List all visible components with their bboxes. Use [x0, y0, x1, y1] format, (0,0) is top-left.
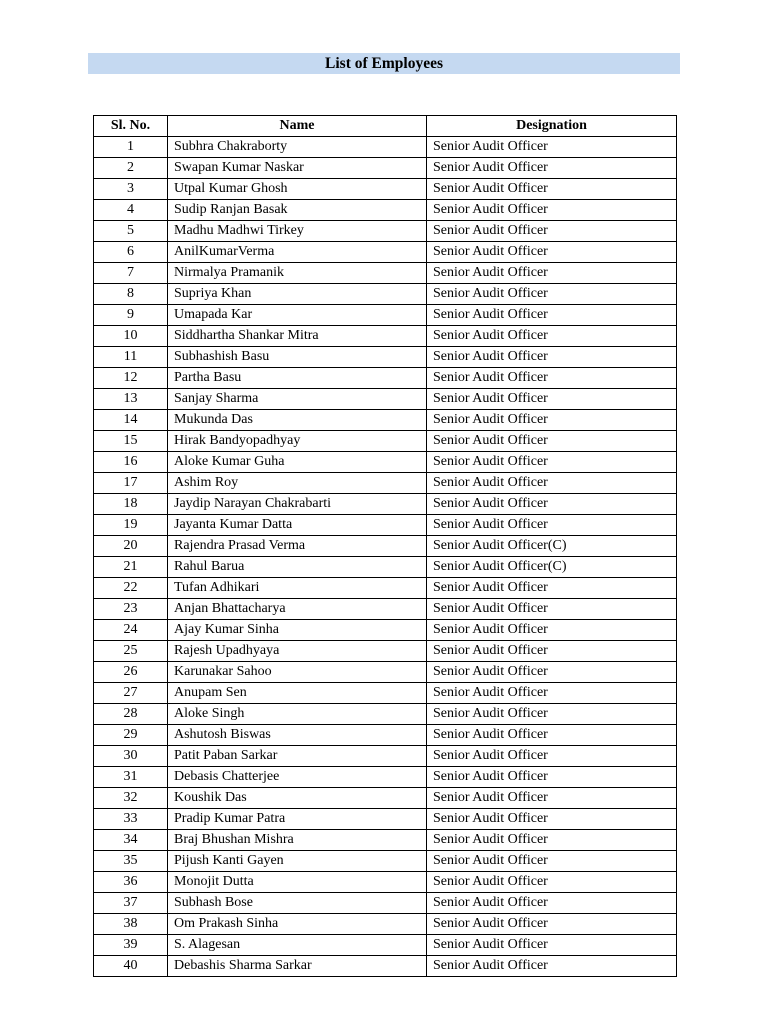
table-row: [94, 746, 677, 767]
row-sl-no: 25: [94, 641, 168, 662]
row-sl-no: 20: [94, 536, 168, 557]
row-designation: Senior Audit Officer: [427, 515, 677, 536]
row-sl-no: 16: [94, 452, 168, 473]
table-row: [94, 473, 677, 494]
row-designation: Senior Audit Officer: [427, 284, 677, 305]
table-row: [94, 725, 677, 746]
table-row: [94, 935, 677, 956]
row-sl-no: 30: [94, 746, 168, 767]
row-designation: Senior Audit Officer: [427, 935, 677, 956]
row-sl-no: 19: [94, 515, 168, 536]
row-sl-no: 21: [94, 557, 168, 578]
table-row: [94, 914, 677, 935]
row-designation: Senior Audit Officer: [427, 578, 677, 599]
table-row: [94, 641, 677, 662]
row-designation: Senior Audit Officer: [427, 431, 677, 452]
row-sl-no: 23: [94, 599, 168, 620]
table-row: [94, 221, 677, 242]
row-sl-no: 10: [94, 326, 168, 347]
row-name: Supriya Khan: [168, 284, 427, 305]
table-header-row: [94, 116, 677, 137]
table-row: [94, 347, 677, 368]
header-designation: Designation: [427, 116, 677, 137]
row-designation: Senior Audit Officer: [427, 368, 677, 389]
row-designation: Senior Audit Officer: [427, 788, 677, 809]
table-row: [94, 830, 677, 851]
table-row: [94, 158, 677, 179]
row-sl-no: 22: [94, 578, 168, 599]
row-name: Sanjay Sharma: [168, 389, 427, 410]
row-name: Karunakar Sahoo: [168, 662, 427, 683]
table-row: [94, 305, 677, 326]
table-row: [94, 452, 677, 473]
row-sl-no: 5: [94, 221, 168, 242]
row-designation: Senior Audit Officer: [427, 767, 677, 788]
row-name: Om Prakash Sinha: [168, 914, 427, 935]
table-row: [94, 263, 677, 284]
row-designation: Senior Audit Officer: [427, 599, 677, 620]
row-designation: Senior Audit Officer: [427, 473, 677, 494]
row-sl-no: 11: [94, 347, 168, 368]
row-designation: Senior Audit Officer: [427, 956, 677, 977]
row-sl-no: 7: [94, 263, 168, 284]
row-sl-no: 24: [94, 620, 168, 641]
row-designation: Senior Audit Officer: [427, 725, 677, 746]
table-row: [94, 578, 677, 599]
row-sl-no: 3: [94, 179, 168, 200]
row-name: Rajendra Prasad Verma: [168, 536, 427, 557]
table-row: [94, 557, 677, 578]
row-sl-no: 13: [94, 389, 168, 410]
row-name: Hirak Bandyopadhyay: [168, 431, 427, 452]
row-designation: Senior Audit Officer: [427, 704, 677, 725]
table-row: [94, 494, 677, 515]
table-row: [94, 179, 677, 200]
header-name: Name: [168, 116, 427, 137]
row-name: Jaydip Narayan Chakrabarti: [168, 494, 427, 515]
table-row: [94, 599, 677, 620]
row-designation: Senior Audit Officer: [427, 851, 677, 872]
row-name: Nirmalya Pramanik: [168, 263, 427, 284]
row-name: Rajesh Upadhyaya: [168, 641, 427, 662]
table-row: [94, 410, 677, 431]
row-sl-no: 17: [94, 473, 168, 494]
row-name: Sudip Ranjan Basak: [168, 200, 427, 221]
row-designation: Senior Audit Officer: [427, 263, 677, 284]
row-name: Ashutosh Biswas: [168, 725, 427, 746]
row-name: Anjan Bhattacharya: [168, 599, 427, 620]
row-name: Braj Bhushan Mishra: [168, 830, 427, 851]
row-designation: Senior Audit Officer: [427, 641, 677, 662]
document-title: List of Employees: [88, 53, 680, 74]
row-designation: Senior Audit Officer: [427, 893, 677, 914]
row-sl-no: 39: [94, 935, 168, 956]
row-name: Patit Paban Sarkar: [168, 746, 427, 767]
row-name: Debasis Chatterjee: [168, 767, 427, 788]
row-name: Aloke Singh: [168, 704, 427, 725]
table-row: [94, 137, 677, 158]
row-sl-no: 1: [94, 137, 168, 158]
row-name: Jayanta Kumar Datta: [168, 515, 427, 536]
header-sl-no: Sl. No.: [94, 116, 168, 137]
row-designation: Senior Audit Officer: [427, 389, 677, 410]
row-name: Siddhartha Shankar Mitra: [168, 326, 427, 347]
row-sl-no: 32: [94, 788, 168, 809]
table-row: [94, 956, 677, 977]
row-sl-no: 36: [94, 872, 168, 893]
row-name: Monojit Dutta: [168, 872, 427, 893]
row-name: Mukunda Das: [168, 410, 427, 431]
row-designation: Senior Audit Officer(C): [427, 557, 677, 578]
table-row: [94, 620, 677, 641]
row-name: Anupam Sen: [168, 683, 427, 704]
row-sl-no: 33: [94, 809, 168, 830]
row-sl-no: 34: [94, 830, 168, 851]
row-sl-no: 31: [94, 767, 168, 788]
row-designation: Senior Audit Officer: [427, 872, 677, 893]
row-name: Tufan Adhikari: [168, 578, 427, 599]
row-name: Pradip Kumar Patra: [168, 809, 427, 830]
row-sl-no: 35: [94, 851, 168, 872]
row-designation: Senior Audit Officer: [427, 620, 677, 641]
row-name: Ajay Kumar Sinha: [168, 620, 427, 641]
row-name: AnilKumarVerma: [168, 242, 427, 263]
row-name: Swapan Kumar Naskar: [168, 158, 427, 179]
row-sl-no: 9: [94, 305, 168, 326]
row-name: Ashim Roy: [168, 473, 427, 494]
employee-table-body: [94, 137, 677, 977]
row-designation: Senior Audit Officer: [427, 746, 677, 767]
row-sl-no: 15: [94, 431, 168, 452]
table-row: [94, 515, 677, 536]
row-sl-no: 37: [94, 893, 168, 914]
row-designation: Senior Audit Officer: [427, 305, 677, 326]
table-row: [94, 536, 677, 557]
table-row: [94, 683, 677, 704]
row-designation: Senior Audit Officer: [427, 137, 677, 158]
table-row: [94, 788, 677, 809]
row-sl-no: 28: [94, 704, 168, 725]
row-name: Partha Basu: [168, 368, 427, 389]
table-row: [94, 431, 677, 452]
row-name: Debashis Sharma Sarkar: [168, 956, 427, 977]
row-name: Utpal Kumar Ghosh: [168, 179, 427, 200]
row-designation: Senior Audit Officer: [427, 662, 677, 683]
row-sl-no: 38: [94, 914, 168, 935]
table-row: [94, 767, 677, 788]
row-designation: Senior Audit Officer: [427, 914, 677, 935]
row-sl-no: 14: [94, 410, 168, 431]
row-designation: Senior Audit Officer: [427, 410, 677, 431]
row-name: Subhashish Basu: [168, 347, 427, 368]
table-row: [94, 893, 677, 914]
row-name: Aloke Kumar Guha: [168, 452, 427, 473]
table-row: [94, 389, 677, 410]
row-name: Umapada Kar: [168, 305, 427, 326]
row-sl-no: 29: [94, 725, 168, 746]
row-sl-no: 27: [94, 683, 168, 704]
table-row: [94, 242, 677, 263]
row-designation: Senior Audit Officer: [427, 200, 677, 221]
row-designation: Senior Audit Officer: [427, 242, 677, 263]
row-designation: Senior Audit Officer: [427, 158, 677, 179]
row-designation: Senior Audit Officer: [427, 494, 677, 515]
table-row: [94, 326, 677, 347]
row-name: Rahul Barua: [168, 557, 427, 578]
row-sl-no: 12: [94, 368, 168, 389]
row-sl-no: 2: [94, 158, 168, 179]
row-designation: Senior Audit Officer: [427, 809, 677, 830]
table-row: [94, 662, 677, 683]
table-row: [94, 368, 677, 389]
row-name: Madhu Madhwi Tirkey: [168, 221, 427, 242]
table-row: [94, 851, 677, 872]
row-name: Koushik Das: [168, 788, 427, 809]
row-name: Subhash Bose: [168, 893, 427, 914]
row-sl-no: 8: [94, 284, 168, 305]
row-sl-no: 26: [94, 662, 168, 683]
row-name: S. Alagesan: [168, 935, 427, 956]
row-sl-no: 4: [94, 200, 168, 221]
row-name: Subhra Chakraborty: [168, 137, 427, 158]
table-row: [94, 200, 677, 221]
row-name: Pijush Kanti Gayen: [168, 851, 427, 872]
table-row: [94, 809, 677, 830]
table-row: [94, 872, 677, 893]
row-designation: Senior Audit Officer: [427, 830, 677, 851]
row-sl-no: 6: [94, 242, 168, 263]
row-designation: Senior Audit Officer: [427, 347, 677, 368]
row-designation: Senior Audit Officer: [427, 452, 677, 473]
employee-table: [93, 115, 677, 977]
row-designation: Senior Audit Officer(C): [427, 536, 677, 557]
row-designation: Senior Audit Officer: [427, 683, 677, 704]
row-designation: Senior Audit Officer: [427, 221, 677, 242]
row-sl-no: 40: [94, 956, 168, 977]
row-sl-no: 18: [94, 494, 168, 515]
row-designation: Senior Audit Officer: [427, 179, 677, 200]
row-designation: Senior Audit Officer: [427, 326, 677, 347]
table-row: [94, 284, 677, 305]
table-row: [94, 704, 677, 725]
